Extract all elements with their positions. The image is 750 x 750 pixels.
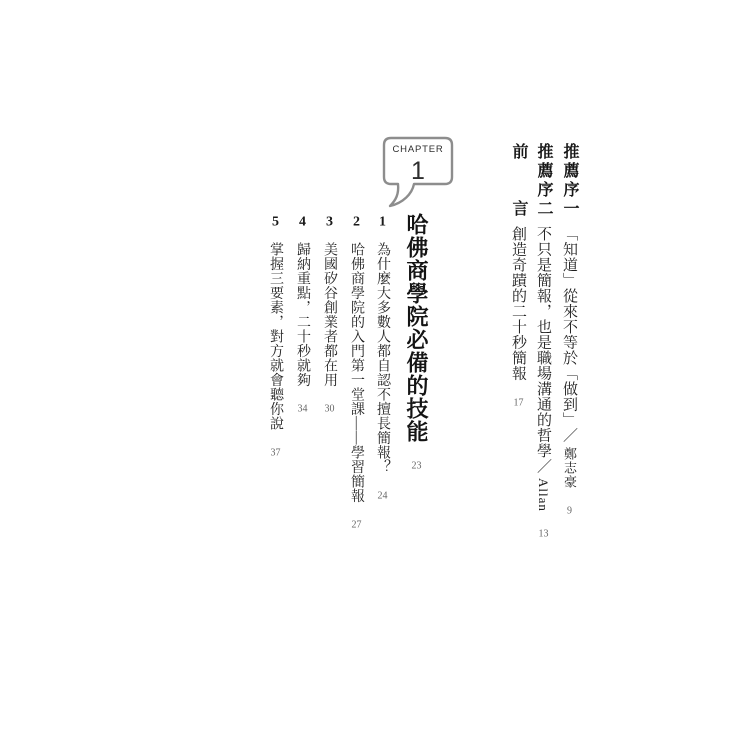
entry-title: 不只是簡報，也是職場溝通的哲學／: [535, 226, 551, 474]
entry-title: 「知道」從來不等於「做到」／: [561, 226, 577, 443]
item-title: 歸納重點，二十秒就夠: [295, 242, 310, 387]
entry-title: 創造奇蹟的二十秒簡報: [510, 226, 526, 381]
entry-heading: 前 言: [510, 143, 527, 219]
chapter-badge-label: CHAPTER: [392, 144, 444, 155]
item-number: 5: [272, 215, 279, 229]
entry-page-number: 23: [411, 461, 422, 471]
entry-page-number: 30: [324, 404, 335, 414]
item-number: 4: [299, 215, 306, 229]
entry-page-number: 9: [567, 506, 572, 516]
toc-item-3: [321, 215, 337, 414]
entry-page-number: 37: [270, 447, 281, 458]
entry-heading: 推薦序二: [535, 143, 552, 219]
toc-item-2: [348, 215, 364, 530]
toc-entry-preface-1: [561, 143, 577, 516]
chapter-title: [405, 213, 427, 471]
item-number: 3: [326, 215, 333, 229]
toc-entry-foreword: [510, 143, 526, 408]
entry-page-number: 17: [513, 398, 524, 408]
chapter-1-badge: [381, 135, 455, 211]
entry-page-number: 27: [351, 520, 362, 530]
entry-author: Allan: [536, 478, 551, 512]
speech-bubble-icon: [381, 135, 455, 211]
entry-author: 鄭志豪: [562, 447, 577, 489]
entry-page-number: 34: [297, 404, 308, 414]
item-title: 為什麼大多數人都自認不擅長簡報？: [375, 242, 390, 474]
chapter-badge-number: 1: [411, 157, 425, 185]
toc-item-1: [374, 215, 390, 501]
item-title: 美國矽谷創業者都在用: [322, 242, 337, 387]
item-number: 2: [353, 215, 360, 229]
toc-entry-preface-2: [535, 143, 551, 539]
chapter-title-text: 哈佛商學院必備的技能: [404, 213, 429, 443]
item-number: 1: [379, 215, 386, 229]
entry-page-number: 24: [377, 491, 388, 501]
entry-page-number: 13: [538, 528, 549, 539]
item-title: 哈佛商學院的入門第一堂課——學習簡報: [349, 242, 364, 503]
toc-item-4: [294, 215, 310, 414]
item-title: 掌握三要素，對方就會聽你說: [268, 242, 283, 431]
toc-item-5: [267, 215, 283, 458]
entry-heading: 推薦序一: [561, 143, 578, 219]
